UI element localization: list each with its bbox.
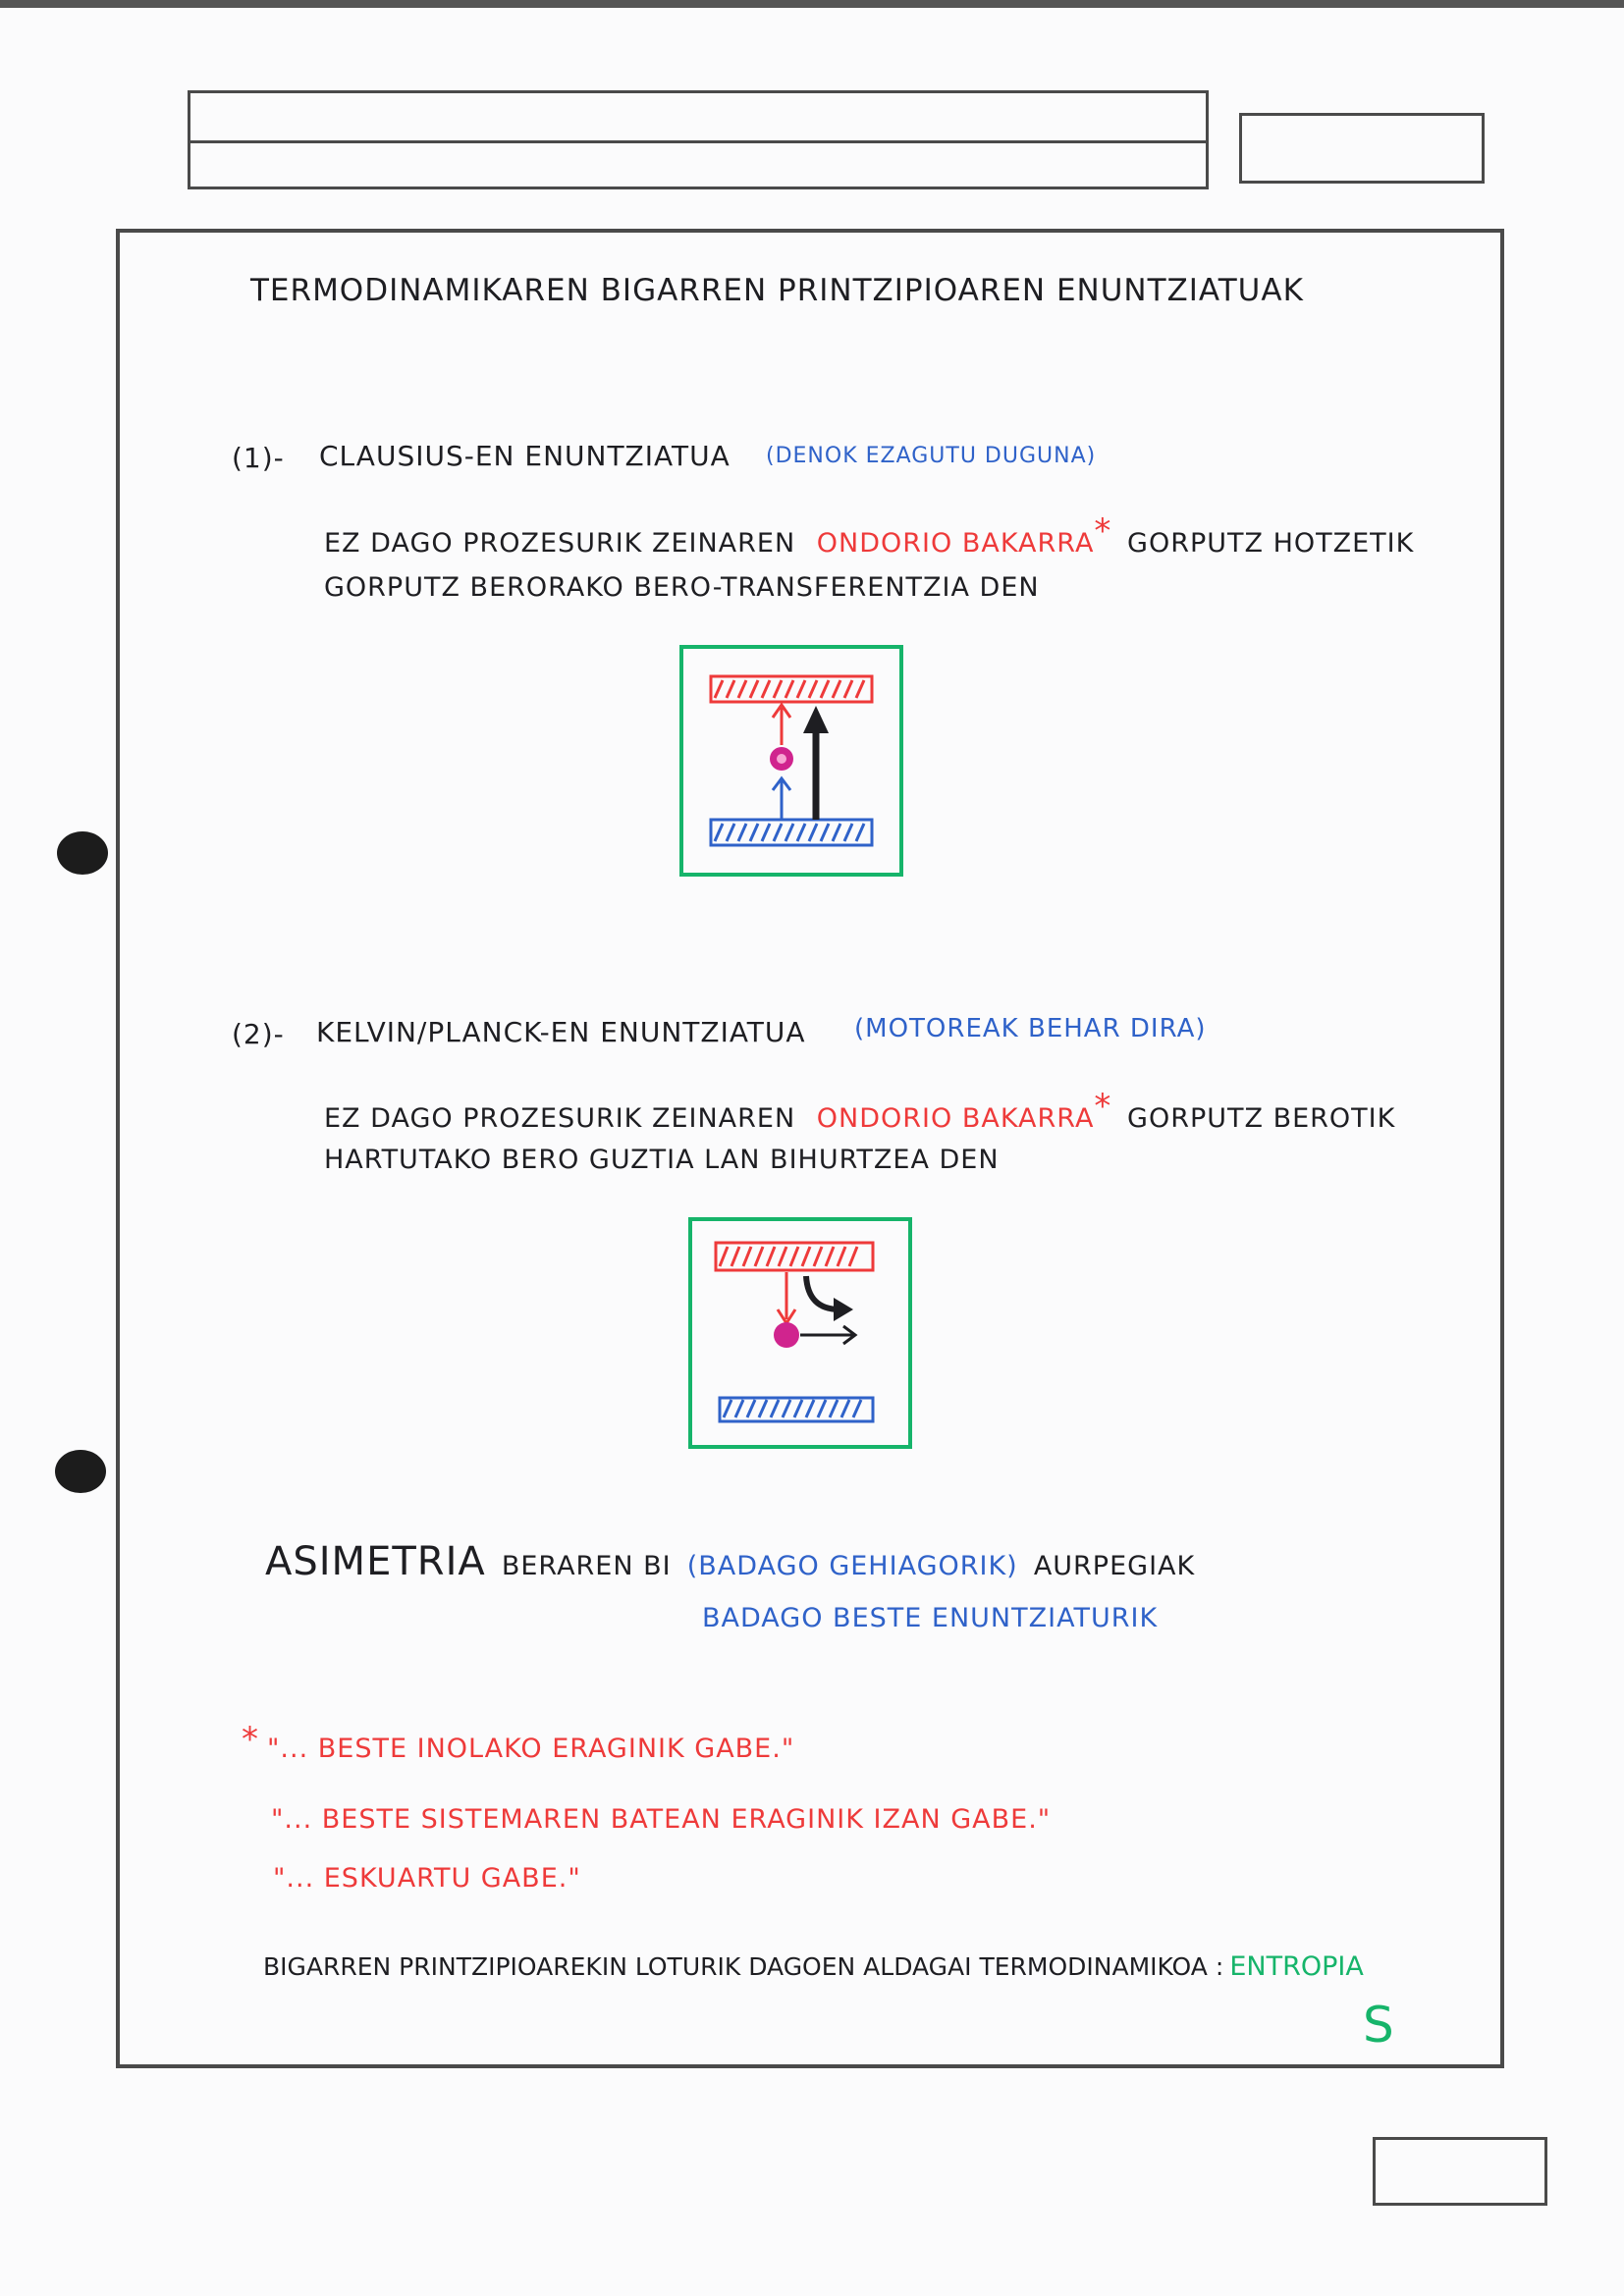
clausius-line1-end: GORPUTZ HOTZETIK [1127, 528, 1415, 559]
asymmetry-paren: (BADAGO GEHIAGORIK) [686, 1551, 1018, 1581]
kelvin-line1-red: ONDORIO BAKARRA [816, 1103, 1095, 1134]
kelvin-statement-line2: HARTUTAKO BERO GUZTIA LAN BIHURTZEA DEN [324, 1145, 1000, 1175]
kelvin-hot-hatching [720, 1247, 857, 1266]
conclusion-line [263, 1951, 1364, 1982]
asymmetry-end: AURPEGIAK [1033, 1551, 1196, 1581]
footnote-item-3: "... ESKUARTU GABE." [273, 1863, 581, 1894]
clausius-star: * [1094, 511, 1112, 551]
clausius-line1-red: ONDORIO BAKARRA [816, 528, 1095, 559]
header-name-box-bottom [188, 137, 1209, 189]
clausius-cold-hatching [715, 824, 864, 841]
kelvin-device [774, 1322, 799, 1348]
clausius-note: (DENOK EZAGUTU DUGUNA) [766, 444, 1097, 468]
clausius-statement-line2: GORPUTZ BERORAKO BERO-TRANSFERENTZIA DEN [324, 572, 1040, 603]
page-number-box [1373, 2137, 1547, 2206]
kelvin-line1-end: GORPUTZ BEROTIK [1127, 1103, 1396, 1134]
kelvin-statement-line1 [324, 1087, 1395, 1134]
page-title: TERMODINAMIKAREN BIGARREN PRINTZIPIOAREN ENUNTZIATUAK [250, 273, 1304, 308]
conclusion-answer: ENTROPIA [1229, 1951, 1364, 1982]
kelvin-line1-start: EZ DAGO PROZESURIK ZEINAREN [324, 1103, 796, 1134]
conclusion-symbol: S [1363, 1997, 1395, 2054]
asymmetry-below: BADAGO BESTE ENUNTZIATURIK [702, 1603, 1159, 1633]
clausius-heading: CLAUSIUS-EN ENUNTZIATUA [319, 440, 731, 472]
footnote-item-2: "... BESTE SISTEMAREN BATEAN ERAGINIK IZAN GABE." [271, 1804, 1052, 1835]
asymmetry-line [265, 1539, 1195, 1584]
kelvin-star: * [1094, 1087, 1112, 1126]
kelvin-heading: KELVIN/PLANCK-EN ENUNTZIATUA [316, 1016, 806, 1048]
kelvin-curved-arrowhead [834, 1298, 853, 1321]
clausius-line1-start: EZ DAGO PROZESURIK ZEINAREN [324, 528, 796, 559]
clausius-hot-hatching [715, 680, 864, 698]
kelvin-cold-hatching [724, 1400, 861, 1417]
clausius-device-core [777, 754, 786, 764]
clausius-statement-line1 [324, 511, 1414, 559]
conclusion-text: BIGARREN PRINTZIPIOAREKIN LOTURIK DAGOEN ALDAGAI TERMODINAMIKOA : [263, 1952, 1224, 1981]
footnote-item-1: "... BESTE INOLAKO ERAGINIK GABE." [267, 1734, 795, 1764]
kelvin-diagram-frame [690, 1219, 910, 1447]
footnote-star: * [242, 1720, 259, 1759]
kelvin-diagram [686, 1215, 914, 1451]
asymmetry-rest: BERAREN BI [501, 1551, 672, 1581]
kelvin-note: (MOTOREAK BEHAR DIRA) [854, 1014, 1207, 1043]
kelvin-number: (2)- [232, 1018, 285, 1050]
page-top-edge [0, 0, 1624, 8]
clausius-heat-arrowhead [803, 706, 829, 733]
header-name-box-top [188, 90, 1209, 143]
clausius-number: (1)- [232, 442, 285, 474]
header-score-box [1239, 113, 1485, 184]
binder-hole-bottom [55, 1450, 106, 1493]
binder-hole-top [57, 831, 108, 875]
clausius-diagram [677, 643, 905, 879]
asymmetry-word: ASIMETRIA [265, 1539, 486, 1584]
